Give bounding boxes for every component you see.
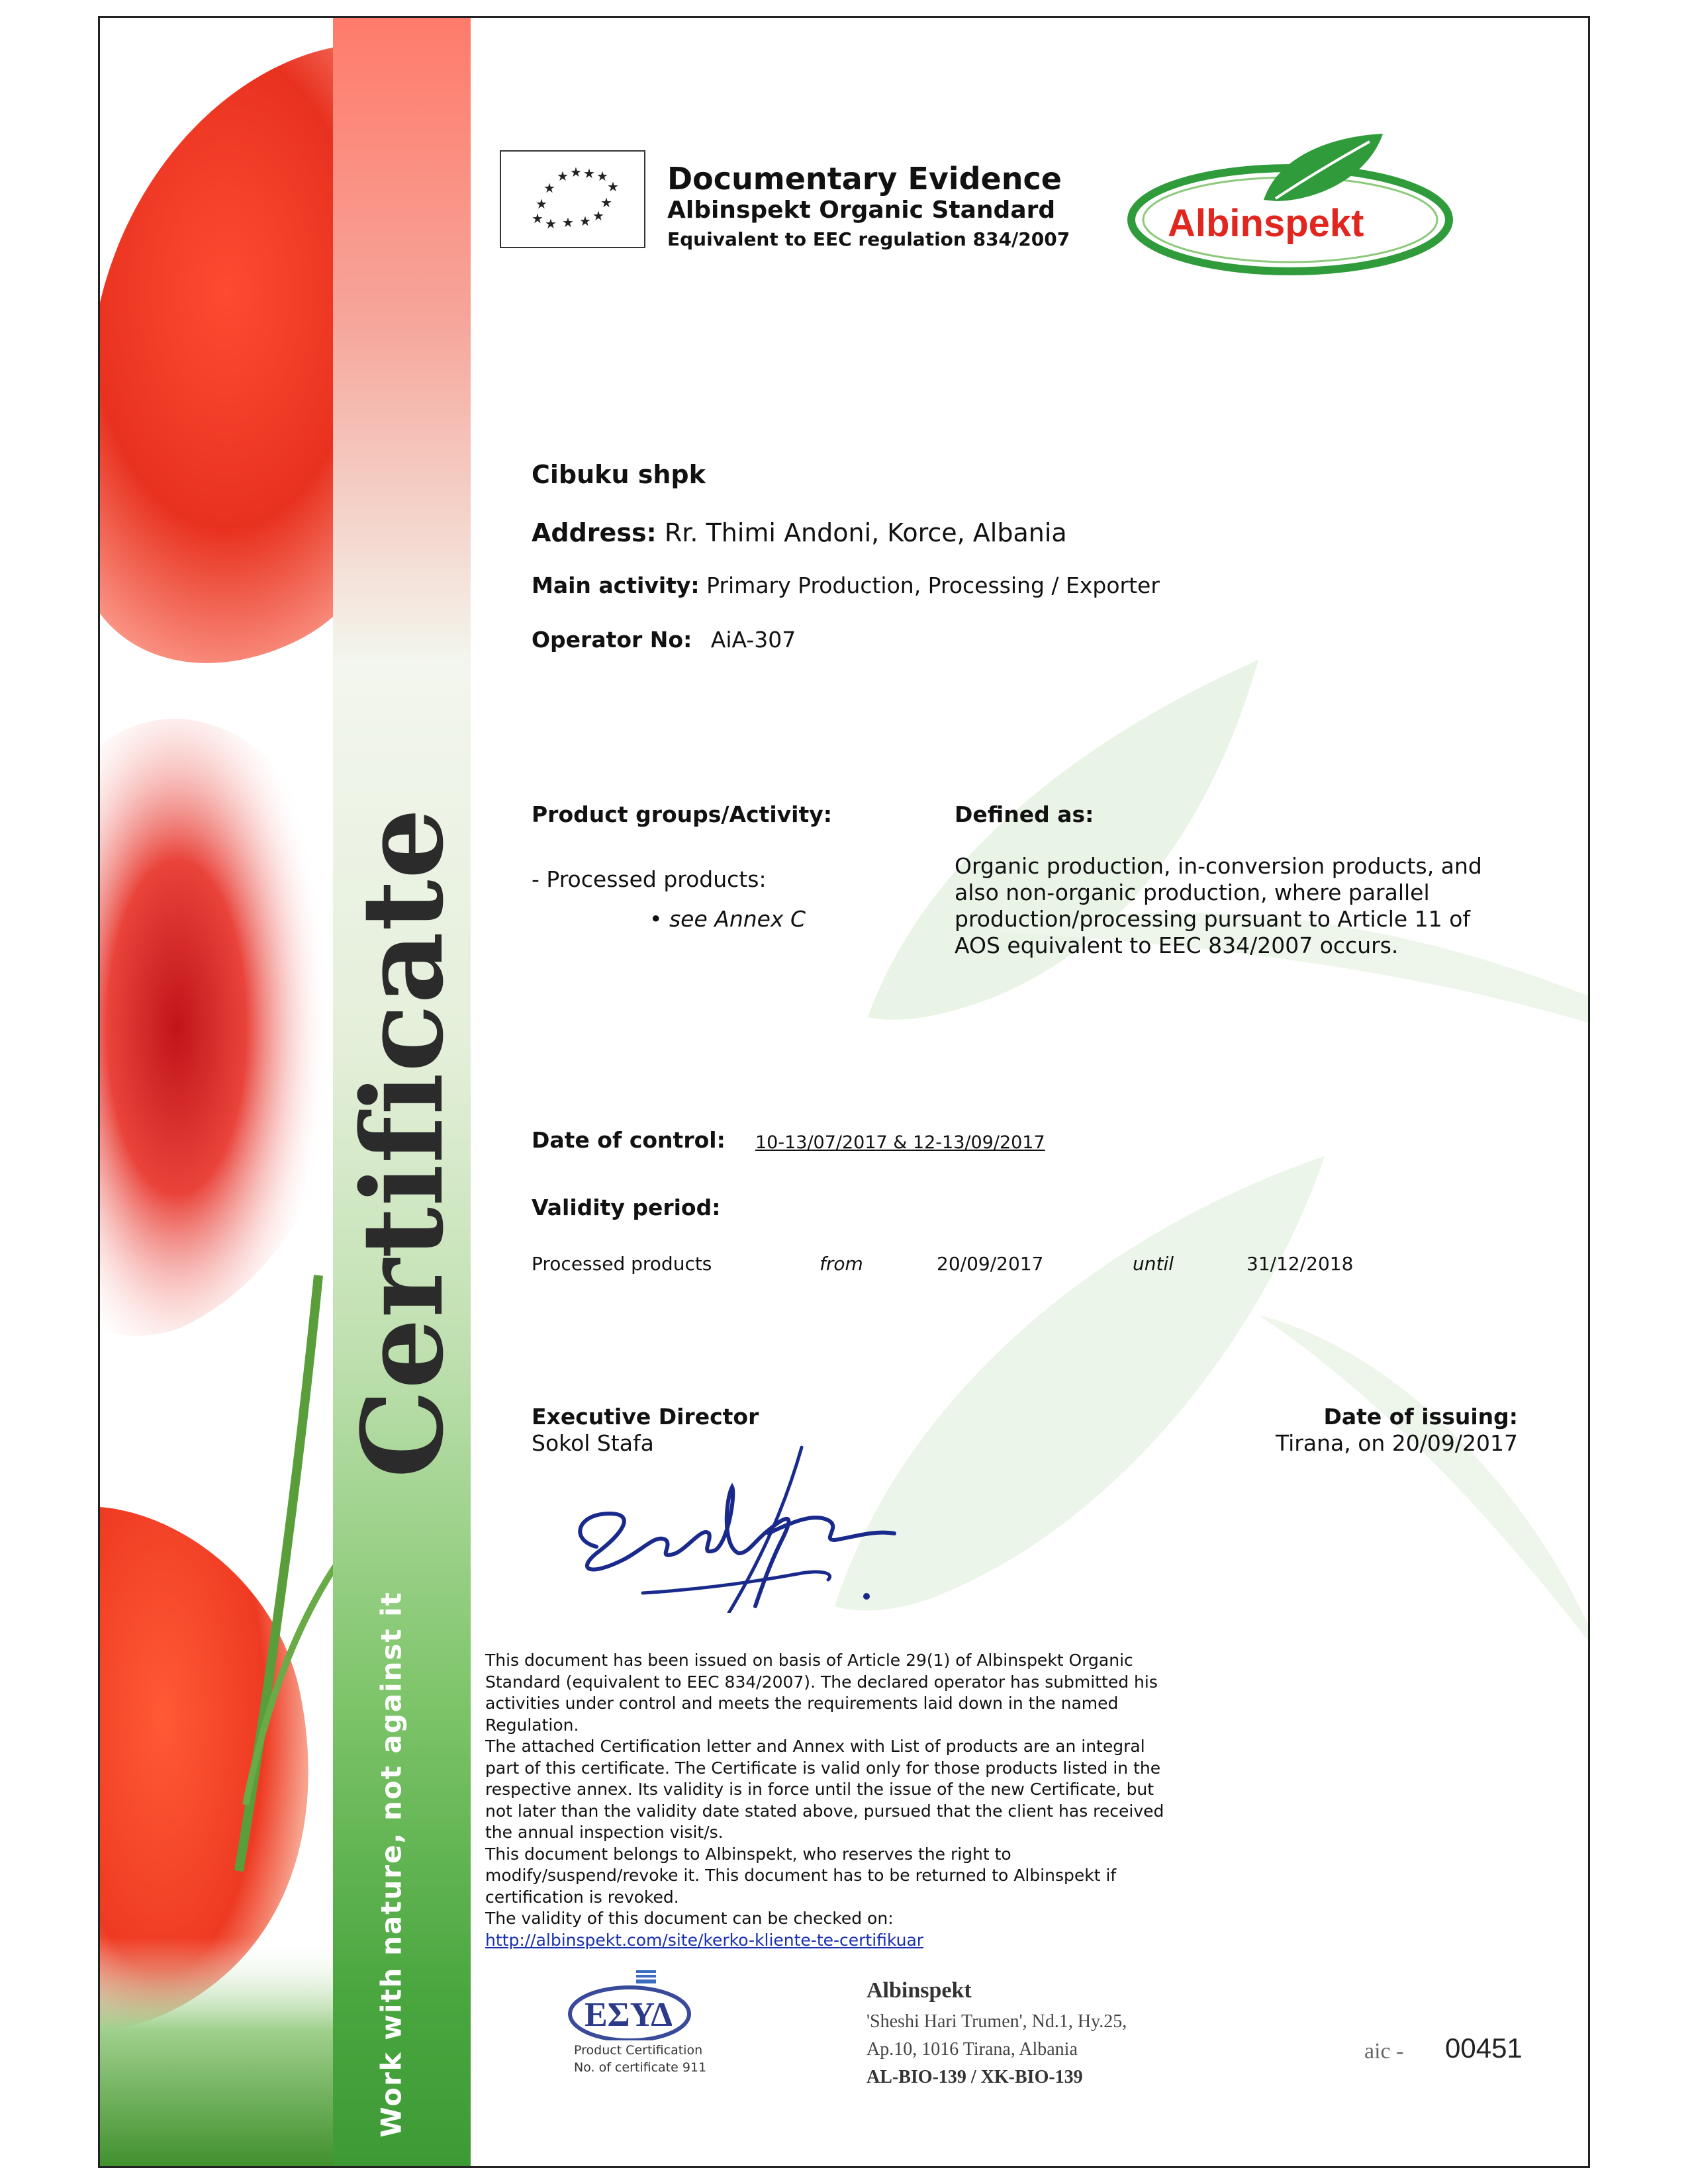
svg-text:★: ★ bbox=[536, 196, 547, 212]
executive-director-label: Executive Director bbox=[532, 1404, 759, 1430]
svg-text:★: ★ bbox=[543, 180, 555, 196]
esyd-line-1: Product Certification bbox=[574, 2043, 703, 2058]
defined-as-label: Defined as: bbox=[955, 801, 1094, 827]
esyd-logo-text: ΕΣΥΔ bbox=[585, 1996, 673, 2034]
document-subtitle: Albinspekt Organic Standard bbox=[667, 197, 1056, 224]
poppy-artwork bbox=[100, 18, 471, 2166]
legal-line: part of this certificate. The Certificate is valid only for those products listed in the bbox=[485, 1758, 1161, 1778]
eu-organic-logo bbox=[500, 150, 645, 248]
operator-number-value: AiA-307 bbox=[710, 627, 796, 653]
validity-until-label: until bbox=[1133, 1253, 1174, 1275]
svg-text:★: ★ bbox=[545, 216, 557, 232]
svg-text:★: ★ bbox=[600, 195, 612, 210]
definition-text bbox=[955, 853, 1482, 959]
verification-link[interactable]: http://albinspekt.com/site/kerko-kliente-te-certifikuar bbox=[485, 1930, 924, 1950]
product-groups-label: Product groups/Activity: bbox=[532, 801, 832, 827]
product-group-item: - Processed products: bbox=[532, 866, 767, 892]
date-of-issuing-value: Tirana, on 20/09/2017 bbox=[1275, 1430, 1518, 1456]
validity-period-label: Validity period: bbox=[532, 1195, 721, 1220]
esyd-logo bbox=[537, 1968, 709, 2087]
handwritten-signature bbox=[550, 1441, 921, 1613]
legal-text bbox=[485, 1650, 1225, 1951]
date-of-control-value: 10-13/07/2017 & 12-13/09/2017 bbox=[755, 1132, 1045, 1153]
esyd-line-2: No. of certificate 911 bbox=[574, 2060, 707, 2075]
svg-text:★: ★ bbox=[557, 168, 569, 184]
svg-text:★: ★ bbox=[562, 214, 574, 230]
address-row bbox=[532, 518, 1067, 547]
date-of-control-label: Date of control: bbox=[532, 1127, 726, 1153]
svg-text:★: ★ bbox=[596, 168, 608, 184]
svg-text:★: ★ bbox=[592, 208, 604, 224]
regulation-note: Equivalent to EEC regulation 834/2007 bbox=[667, 228, 1070, 250]
main-activity-label: Main activity: bbox=[532, 572, 700, 598]
footer-codes: AL-BIO-139 / XK-BIO-139 bbox=[867, 2067, 1083, 2087]
document-title: Documentary Evidence bbox=[667, 161, 1062, 197]
certificate-vertical-title: Certificate bbox=[337, 807, 468, 1479]
albinspekt-logo bbox=[1125, 127, 1462, 279]
svg-text:★: ★ bbox=[607, 179, 619, 195]
address-value: Rr. Thimi Andoni, Korce, Albania bbox=[664, 518, 1067, 547]
legal-line: The validity of this document can be checked on: bbox=[485, 1909, 894, 1928]
validity-category: Processed products bbox=[532, 1253, 712, 1275]
validity-from-date: 20/09/2017 bbox=[937, 1253, 1044, 1275]
director-name: Sokol Stafa bbox=[532, 1430, 654, 1456]
eu-stars-leaf-icon bbox=[501, 152, 644, 247]
serial-number: 00451 bbox=[1445, 2032, 1523, 2064]
albinspekt-logo-text: Albinspekt bbox=[1168, 202, 1364, 245]
serial-prefix: aic - bbox=[1364, 2039, 1404, 2064]
legal-line: Standard (equivalent to EEC 834/2007). The declared operator has submitted his bbox=[485, 1672, 1158, 1692]
svg-text:★: ★ bbox=[570, 164, 582, 180]
motto-vertical-text: Work with nature, not against it bbox=[375, 1591, 408, 2138]
definition-line: Organic production, in-conversion products, and bbox=[955, 853, 1482, 879]
definition-line: AOS equivalent to EEC 834/2007 occurs. bbox=[955, 933, 1399, 958]
legal-line: Regulation. bbox=[485, 1715, 579, 1735]
date-of-issuing-label: Date of issuing: bbox=[1323, 1404, 1518, 1430]
address-label: Address: bbox=[532, 518, 657, 547]
legal-line: certification is revoked. bbox=[485, 1887, 679, 1907]
main-activity-row bbox=[532, 572, 1160, 598]
footer-address-1: 'Sheshi Hari Trumen', Nd.1, Hy.25, bbox=[867, 2011, 1127, 2032]
validity-until-date: 31/12/2018 bbox=[1246, 1253, 1354, 1275]
footer-address-2: Ap.10, 1016 Tirana, Albania bbox=[867, 2039, 1078, 2060]
legal-line: the annual inspection visit/s. bbox=[485, 1823, 724, 1842]
definition-line: production/processing pursuant to Article 11 of bbox=[955, 906, 1471, 932]
svg-text:★: ★ bbox=[532, 210, 543, 226]
legal-line: not later than the validity date stated above, pursued that the client has received bbox=[485, 1801, 1164, 1821]
definition-line: also non-organic production, where parallel bbox=[955, 880, 1430, 905]
validity-from-label: from bbox=[820, 1253, 863, 1275]
operator-name: Cibuku shpk bbox=[532, 460, 706, 489]
annex-reference: • see Annex C bbox=[649, 906, 806, 932]
legal-line: This document belongs to Albinspekt, who reserves the right to bbox=[485, 1844, 1011, 1864]
svg-text:★: ★ bbox=[579, 213, 591, 229]
legal-line: activities under control and meets the requirements laid down in the named bbox=[485, 1694, 1119, 1713]
footer-company: Albinspekt bbox=[867, 1978, 972, 2003]
main-activity-value: Primary Production, Processing / Exporter bbox=[706, 572, 1160, 598]
svg-text:★: ★ bbox=[583, 165, 595, 181]
operator-number-label: Operator No: bbox=[532, 627, 692, 653]
legal-line: The attached Certification letter and Annex with List of products are an integral bbox=[485, 1737, 1145, 1756]
legal-line: modify/suspend/revoke it. This document has to be returned to Albinspekt if bbox=[485, 1866, 1117, 1885]
legal-line: This document has been issued on basis of Article 29(1) of Albinspekt Organic bbox=[485, 1651, 1133, 1670]
certificate-page bbox=[98, 16, 1590, 2168]
legal-line: respective annex. Its validity is in force until the issue of the new Certificate, but bbox=[485, 1780, 1154, 1799]
operator-number-row bbox=[532, 627, 796, 653]
